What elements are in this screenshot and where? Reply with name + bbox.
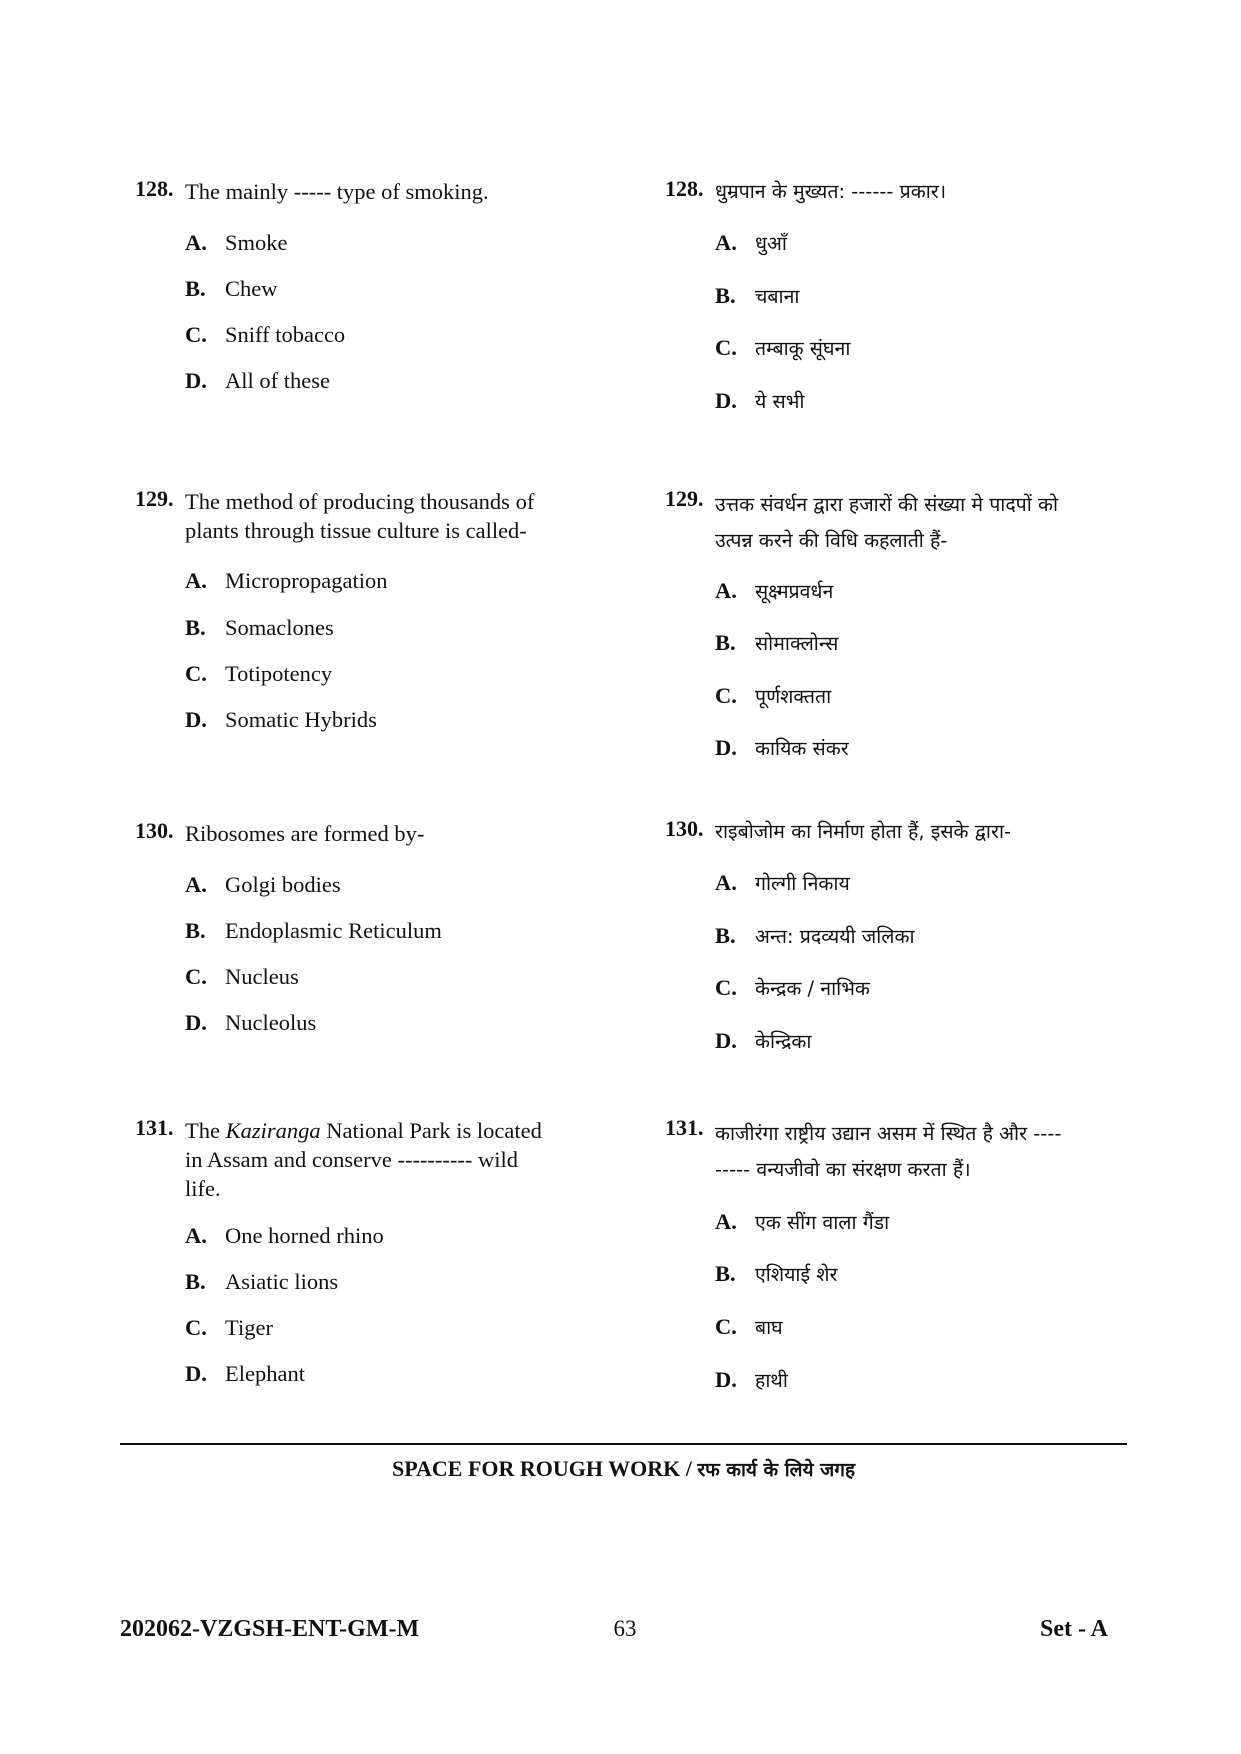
question-text-italic: Kaziranga bbox=[225, 1118, 321, 1143]
option-a[interactable] bbox=[715, 1208, 889, 1237]
option-letter: D. bbox=[715, 1028, 737, 1053]
option-text: Chew bbox=[225, 276, 278, 301]
question-text-line: उत्पन्न करने की विधि कहलाती हैं- bbox=[715, 529, 948, 552]
question-130-hi bbox=[665, 816, 1135, 1053]
option-d[interactable] bbox=[715, 1366, 788, 1395]
option-letter: A. bbox=[185, 872, 207, 897]
option-text: Tiger bbox=[225, 1315, 273, 1340]
option-letter: D. bbox=[185, 707, 207, 732]
option-letter: C. bbox=[185, 322, 207, 347]
question-text-line: उत्तक संवर्धन द्वारा हजारों की संख्या मे पादपों को bbox=[715, 493, 1059, 516]
option-letter: C. bbox=[185, 964, 207, 989]
question-text: Ribosomes are formed by- bbox=[185, 821, 425, 846]
question-number: 129. bbox=[135, 486, 174, 511]
question-text-line: plants through tissue culture is called- bbox=[185, 518, 527, 543]
option-c[interactable] bbox=[185, 1314, 273, 1342]
option-letter: B. bbox=[185, 1269, 206, 1294]
option-a[interactable] bbox=[185, 1222, 384, 1250]
option-b[interactable] bbox=[185, 917, 442, 945]
option-text: पूर्णशक्तता bbox=[755, 685, 832, 708]
option-text: Somaclones bbox=[225, 615, 334, 640]
option-text: धुआँ bbox=[755, 232, 787, 255]
question-131-hi bbox=[665, 1115, 1145, 1392]
option-letter: D. bbox=[715, 388, 737, 413]
question-129-en bbox=[135, 486, 605, 732]
option-text: Somatic Hybrids bbox=[225, 707, 377, 732]
option-letter: A. bbox=[185, 230, 207, 255]
option-text: एशियाई शेर bbox=[755, 1263, 838, 1286]
option-b[interactable] bbox=[715, 629, 838, 658]
option-letter: A. bbox=[185, 568, 207, 593]
question-text-pre: The bbox=[185, 1118, 226, 1143]
option-d[interactable] bbox=[185, 1009, 316, 1037]
option-text: One horned rhino bbox=[225, 1223, 384, 1248]
question-text: The mainly ----- type of smoking. bbox=[185, 179, 489, 204]
option-letter: C. bbox=[185, 1315, 207, 1340]
question-text: धुम्रपान के मुख्यत: ------ प्रकार। bbox=[715, 180, 947, 203]
page-number: 63 bbox=[613, 1616, 637, 1641]
option-letter: B. bbox=[715, 923, 736, 948]
option-d[interactable] bbox=[715, 1027, 811, 1056]
option-a[interactable] bbox=[715, 577, 833, 606]
question-130-en bbox=[135, 818, 605, 1035]
question-number: 129. bbox=[665, 486, 704, 511]
question-text-post: National Park is located bbox=[320, 1118, 542, 1143]
option-letter: C. bbox=[715, 683, 737, 708]
option-text: सूक्ष्मप्रवर्धन bbox=[755, 580, 834, 603]
option-text: केन्द्रक / नाभिक bbox=[755, 977, 870, 1000]
question-text-line: काजीरंगा राष्ट्रीय उद्यान असम में स्थित है और ---- bbox=[715, 1122, 1062, 1145]
option-text: Endoplasmic Reticulum bbox=[225, 918, 442, 943]
option-a[interactable] bbox=[715, 869, 850, 898]
option-letter: A. bbox=[715, 870, 737, 895]
option-letter: D. bbox=[715, 1367, 737, 1392]
option-text: Sniff tobacco bbox=[225, 322, 346, 347]
rough-work-label bbox=[120, 1454, 1127, 1485]
question-text-line: in Assam and conserve ---------- wild bbox=[185, 1147, 519, 1172]
paper-code: 202062-VZGSH-ENT-GM-M bbox=[120, 1616, 420, 1642]
option-letter: D. bbox=[715, 735, 737, 760]
option-letter: C. bbox=[185, 661, 207, 686]
question-number: 131. bbox=[665, 1115, 704, 1140]
rough-work-divider bbox=[120, 1443, 1127, 1445]
option-letter: C. bbox=[715, 975, 737, 1000]
option-letter: D. bbox=[185, 368, 207, 393]
option-c[interactable] bbox=[715, 682, 831, 711]
option-b[interactable] bbox=[715, 282, 799, 311]
option-a[interactable] bbox=[715, 229, 787, 258]
option-letter: A. bbox=[715, 1209, 737, 1234]
option-text: तम्बाकू सूंघना bbox=[755, 337, 851, 360]
option-letter: B. bbox=[185, 276, 206, 301]
option-letter: B. bbox=[185, 615, 206, 640]
option-text: कायिक संकर bbox=[755, 737, 849, 760]
set-label: Set - A bbox=[1040, 1616, 1108, 1642]
question-text-line: The method of producing thousands of bbox=[185, 489, 535, 514]
option-letter: D. bbox=[185, 1361, 207, 1386]
option-letter: C. bbox=[715, 1314, 737, 1339]
option-b[interactable] bbox=[715, 1260, 837, 1289]
option-c[interactable] bbox=[715, 1313, 783, 1342]
rough-work-label-hi: रफ कार्य के लिये जगह bbox=[697, 1459, 856, 1481]
option-text: Golgi bodies bbox=[225, 872, 341, 897]
question-number: 130. bbox=[135, 818, 174, 843]
option-c[interactable] bbox=[185, 321, 345, 349]
option-c[interactable] bbox=[185, 963, 299, 991]
option-text: हाथी bbox=[755, 1369, 788, 1392]
option-b[interactable] bbox=[715, 922, 915, 951]
option-d[interactable] bbox=[185, 1360, 305, 1388]
option-letter: B. bbox=[715, 1261, 736, 1286]
question-number: 128. bbox=[665, 176, 704, 201]
option-text: एक सींग वाला गैंडा bbox=[755, 1211, 890, 1234]
option-d[interactable] bbox=[185, 367, 330, 395]
question-text-line: life. bbox=[185, 1176, 221, 1201]
question-text: राइबोजोम का निर्माण होता हैं, इसके द्वारा- bbox=[715, 820, 1012, 843]
option-letter: C. bbox=[715, 335, 737, 360]
option-c[interactable] bbox=[185, 660, 332, 688]
option-letter: A. bbox=[715, 230, 737, 255]
option-letter: B. bbox=[715, 283, 736, 308]
option-c[interactable] bbox=[715, 334, 850, 363]
question-128-en bbox=[135, 176, 605, 393]
option-letter: A. bbox=[185, 1223, 207, 1248]
option-text: केन्द्रिका bbox=[755, 1030, 812, 1053]
question-text-line bbox=[185, 1116, 615, 1145]
question-number: 130. bbox=[665, 816, 704, 841]
option-text: Asiatic lions bbox=[225, 1269, 339, 1294]
question-number: 131. bbox=[135, 1115, 174, 1140]
option-b[interactable] bbox=[185, 275, 278, 303]
option-d[interactable] bbox=[185, 706, 377, 734]
option-text: चबाना bbox=[755, 285, 800, 308]
option-b[interactable] bbox=[185, 1268, 338, 1296]
option-a[interactable] bbox=[185, 871, 341, 899]
option-d[interactable] bbox=[715, 387, 804, 416]
option-text: Nucleolus bbox=[225, 1010, 317, 1035]
option-text: ये सभी bbox=[755, 390, 805, 413]
option-text: Micropropagation bbox=[225, 568, 388, 593]
option-a[interactable] bbox=[185, 567, 387, 595]
option-a[interactable] bbox=[185, 229, 288, 257]
option-text: अन्त: प्रदव्ययी जलिका bbox=[755, 925, 915, 948]
option-letter: B. bbox=[715, 630, 736, 655]
option-d[interactable] bbox=[715, 734, 849, 763]
question-text-line: ----- वन्यजीवो का संरक्षण करता हैं। bbox=[715, 1158, 971, 1181]
option-letter: D. bbox=[185, 1010, 207, 1035]
question-129-hi bbox=[665, 486, 1145, 760]
option-text: All of these bbox=[225, 368, 330, 393]
option-text: बाघ bbox=[755, 1316, 783, 1339]
option-letter: A. bbox=[715, 578, 737, 603]
option-letter: B. bbox=[185, 918, 206, 943]
option-b[interactable] bbox=[185, 614, 334, 642]
option-text: Smoke bbox=[225, 230, 288, 255]
option-text: सोमाक्लोन्स bbox=[755, 632, 839, 655]
option-text: गोल्गी निकाय bbox=[755, 872, 850, 895]
option-c[interactable] bbox=[715, 974, 870, 1003]
question-128-hi bbox=[665, 176, 1135, 413]
option-text: Elephant bbox=[225, 1361, 305, 1386]
rough-work-label-en: SPACE FOR ROUGH WORK / bbox=[391, 1456, 692, 1481]
question-131-en bbox=[135, 1115, 615, 1386]
option-text: Totipotency bbox=[225, 661, 333, 686]
question-number: 128. bbox=[135, 176, 174, 201]
option-text: Nucleus bbox=[225, 964, 299, 989]
